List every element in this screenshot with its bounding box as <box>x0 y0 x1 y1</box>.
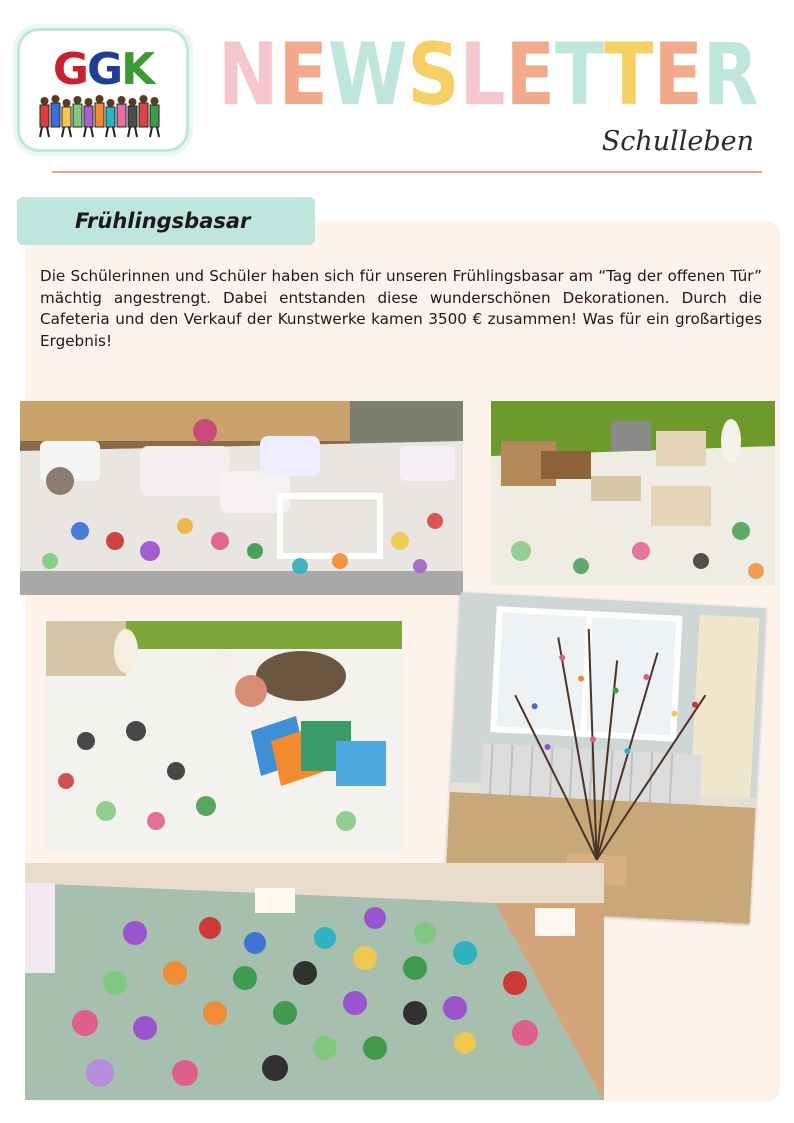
school-logo <box>17 28 189 152</box>
title-letter: L <box>459 25 506 125</box>
photo-wooden-crafts <box>491 401 775 585</box>
title-letter: E <box>278 25 328 125</box>
logo-people-illustration <box>36 95 170 139</box>
newsletter-title <box>218 25 759 125</box>
title-letter: T <box>554 25 605 125</box>
title-letter: N <box>218 25 279 125</box>
title-letter: E <box>653 25 703 125</box>
photo-decoration-table <box>20 401 463 595</box>
title-letter: T <box>604 25 654 125</box>
section-title-tab <box>17 197 315 245</box>
photo-painted-insects <box>25 863 604 1100</box>
article-body: Die Schülerinnen und Schüler haben sich für unseren Frühlingsbasar am “Tag der offenen Tür” mächtig angestrengt. Dabei entstanden diese wunderschönen Dekorationen. Durch die Cafeteria und den Verkauf der Kunstwerke kamen 3500 € zusammen! Was für ein großartiges Ergebnis! <box>40 267 762 350</box>
title-letter: E <box>505 25 555 125</box>
section-subtitle: Schulleben <box>601 126 754 157</box>
title-letter: R <box>702 25 759 125</box>
logo-letter: G <box>52 44 87 95</box>
title-letter: S <box>407 25 460 125</box>
logo-lettering <box>34 45 172 95</box>
logo-letter: K <box>121 44 154 95</box>
title-letter: W <box>327 25 408 125</box>
photo-cards-table <box>46 621 402 853</box>
logo-letter: G <box>86 44 122 95</box>
header-divider <box>52 171 762 173</box>
section-title: Frühlingsbasar <box>75 209 251 233</box>
